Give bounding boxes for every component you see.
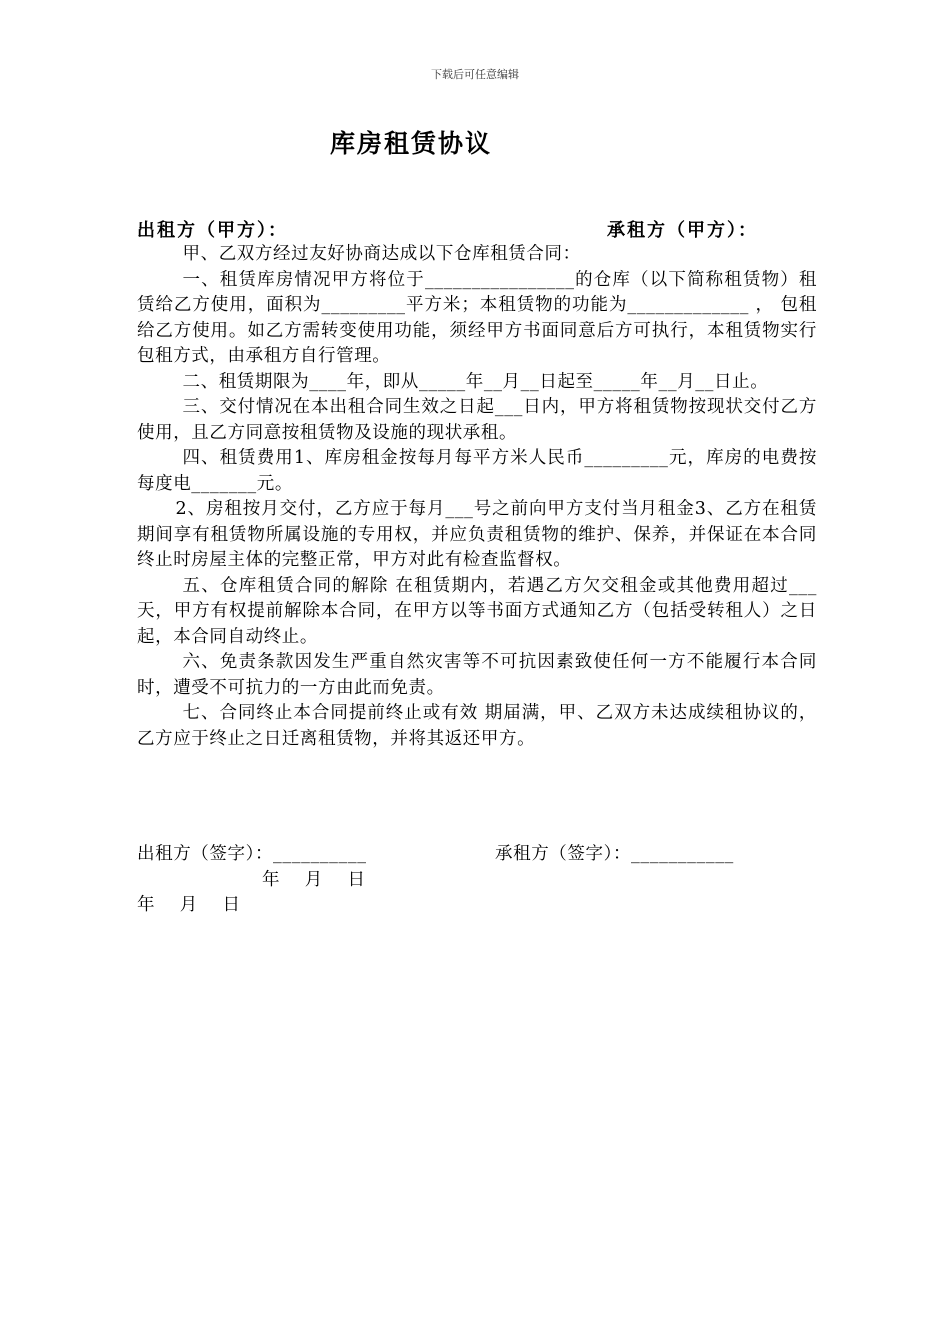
clause-expiry: 七、合同终止本合同提前终止或有效 期届满，甲、乙双方未达成续租协议的，乙方应于终止之日迁离租赁物，并将其返还甲方。 <box>137 703 817 749</box>
lessee-party-label: 承租方（甲方）： <box>607 220 758 241</box>
clause-termination: 五、仓库租赁合同的解除 在租赁期内，若遇乙方欠交租金或其他费用超过___天，甲方有权提前解除本合同，在甲方以等书面方式通知乙方（包括受转租人）之日起，本合同自动终止。 <box>137 575 817 647</box>
clause-fees: 四、租赁费用1、库房租金按每月每平方米人民币_________元，库房的电费按每度电_______元。 <box>137 448 817 494</box>
contract-body <box>137 242 817 752</box>
lessor-party-label: 出租方（甲方）： <box>137 220 288 241</box>
signature-date-1: 年 月 日 <box>262 870 366 890</box>
document-title: 库房租赁协议 <box>330 129 493 158</box>
clause-force-majeure: 六、免责条款因发生严重自然灾害等不可抗因素致使任何一方不能履行本合同时，遭受不可抗力的一方由此而免责。 <box>137 652 817 698</box>
clause-premises: 一、租赁库房情况甲方将位于________________的仓库（以下简称租赁物）租赁给乙方使用，面积为_________平方米；本租赁物的功能为_____________ ， 包租给乙方使用。如乙方需转变使用功能，须经甲方书面同意后方可执行，本租赁物实行包租方式，由承租方自行管理。 <box>137 269 817 366</box>
lessor-signature: 出租方（签字）：__________ <box>137 844 367 864</box>
clause-term: 二、租赁期限为____年，即从_____年__月__日起至_____年__月__日止。 <box>182 371 769 392</box>
intro-paragraph: 甲、乙双方经过友好协商达成以下仓库租赁合同： <box>182 244 581 264</box>
signature-date-2: 年 月 日 <box>137 895 241 915</box>
header-note: 下载后可任意编辑 <box>431 68 519 81</box>
parties-line <box>137 216 817 244</box>
signature-row <box>137 840 817 866</box>
clause-delivery: 三、交付情况在本出租合同生效之日起___日内，甲方将租赁物按现状交付乙方使用，且乙方同意按租赁物及设施的现状承租。 <box>137 397 817 443</box>
lessee-signature: 承租方（签字）：___________ <box>495 844 734 864</box>
clause-rent-payment: 2、房租按月交付，乙方应于每月___号之前向甲方支付当月租金3、乙方在租赁期间享有租赁物所属设施的专用权，并应负责租赁物的维护、保养，并保证在本合同终止时房屋主体的完整正常，甲方对此有检查监督权。 <box>137 499 817 570</box>
